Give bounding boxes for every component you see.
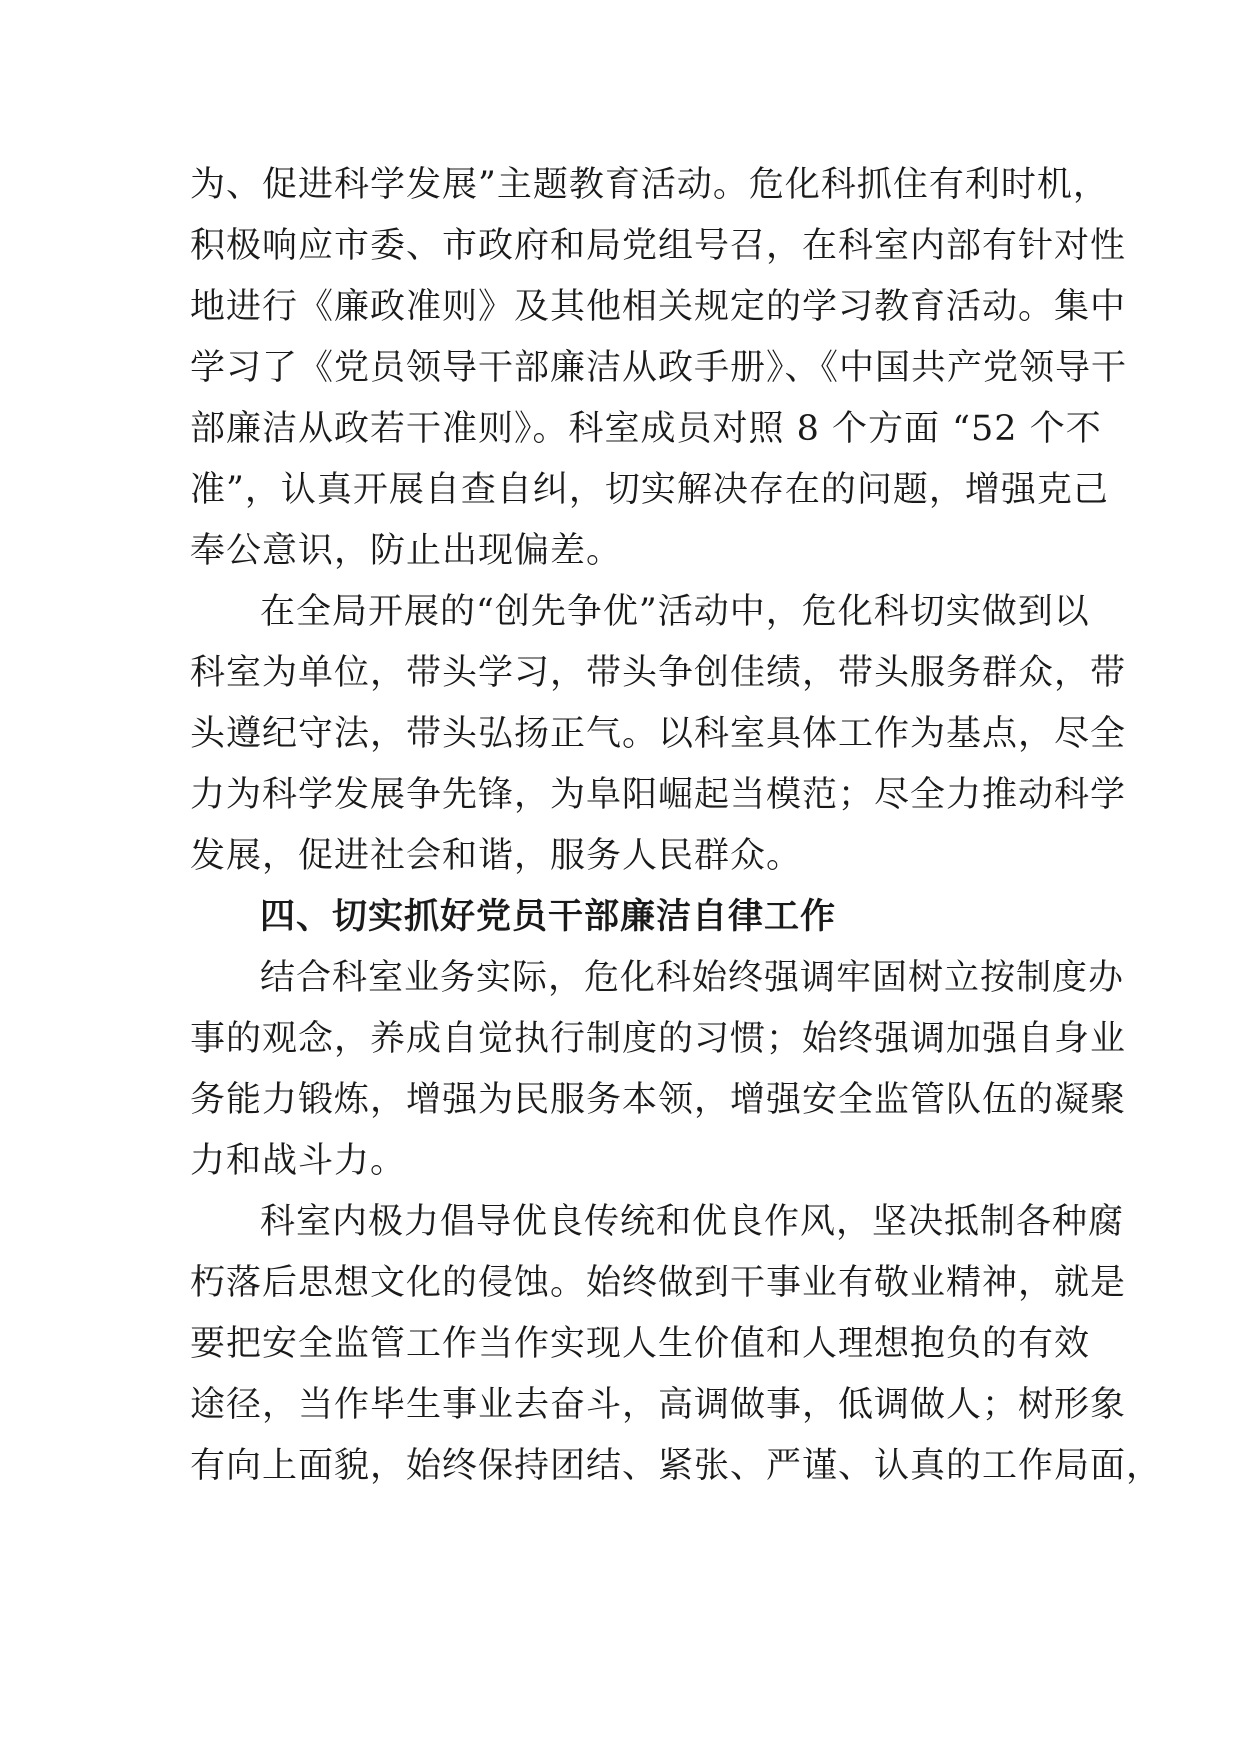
text-line: 准”，认真开展自查自纠，切实解决存在的问题，增强克己 — [190, 470, 1109, 510]
text-line: 力和战斗力。 — [190, 1141, 407, 1181]
text-line: 在全局开展的“创先争优”活动中，危化科切实做到以 — [260, 592, 1090, 632]
text-line: 地进行《廉政准则》及其他相关规定的学习教育活动。集中 — [190, 287, 1127, 327]
text-line: 科室内极力倡导优良传统和优良作风，坚决抵制各种腐 — [260, 1202, 1125, 1242]
text-line: 途径，当作毕生事业去奋斗，高调做事，低调做人；树形象 — [190, 1385, 1127, 1425]
text-line: 发展，促进社会和谐，服务人民群众。 — [190, 836, 803, 876]
text-line: 为、促进科学发展”主题教育活动。危化科抓住有利时机， — [190, 165, 1109, 205]
text-line: 事的观念，养成自觉执行制度的习惯；始终强调加强自身业 — [190, 1019, 1127, 1059]
text-line: 奉公意识，防止出现偏差。 — [190, 531, 623, 571]
text-line: 部廉洁从政若干准则》。科室成员对照 8 个方面 “52 个不 — [190, 409, 1102, 449]
text-line: 积极响应市委、市政府和局党组号召，在科室内部有针对性 — [190, 226, 1127, 266]
document-body — [190, 155, 1163, 1497]
text-line: 科室为单位，带头学习，带头争创佳绩，带头服务群众，带 — [190, 653, 1127, 693]
text-line: 有向上面貌，始终保持团结、紧张、严谨、认真的工作局面， — [190, 1446, 1163, 1486]
section-heading: 四、切实抓好党员干部廉洁自律工作 — [260, 897, 837, 937]
text-line: 结合科室业务实际，危化科始终强调牢固树立按制度办 — [260, 958, 1125, 998]
text-line: 要把安全监管工作当作实现人生价值和人理想抱负的有效 — [190, 1324, 1091, 1364]
text-line: 头遵纪守法，带头弘扬正气。以科室具体工作为基点，尽全 — [190, 714, 1127, 754]
text-line: 学习了《党员领导干部廉洁从政手册》、《中国共产党领导干 — [190, 348, 1128, 388]
text-line: 务能力锻炼，增强为民服务本领，增强安全监管队伍的凝聚 — [190, 1080, 1127, 1120]
text-line: 朽落后思想文化的侵蚀。始终做到干事业有敬业精神，就是 — [190, 1263, 1127, 1303]
text-line: 力为科学发展争先锋，为阜阳崛起当模范；尽全力推动科学 — [190, 775, 1127, 815]
